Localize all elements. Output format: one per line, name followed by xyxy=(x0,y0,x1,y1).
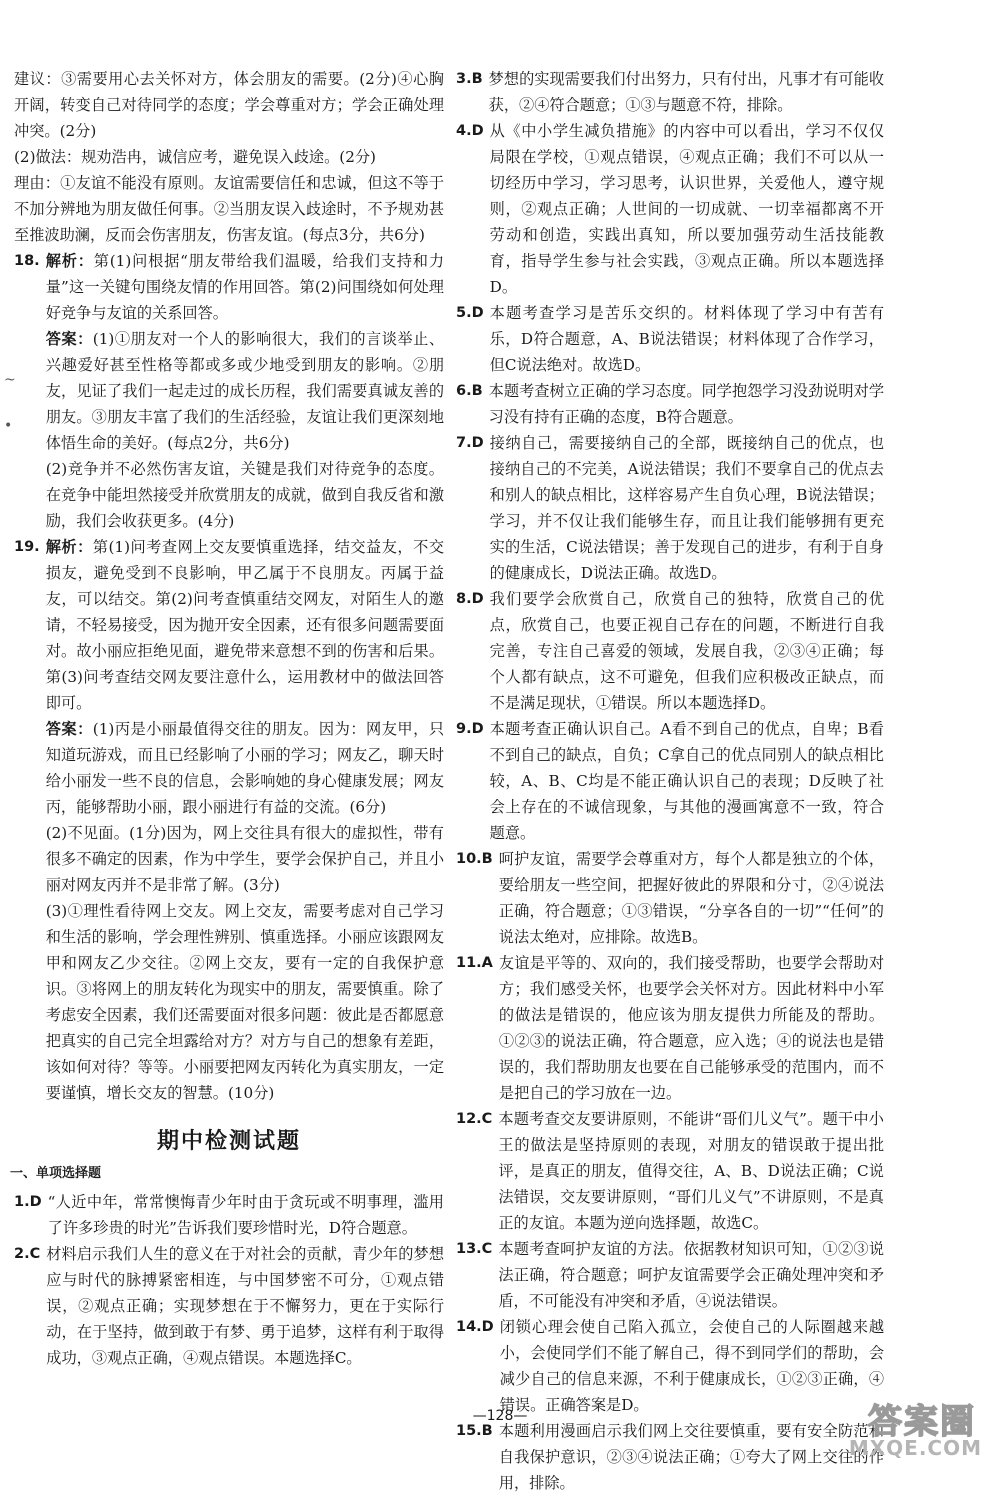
answer-part: (3)①理性看待网上交友。网上交友，需要考虑对自己学习和生活的影响，学会理性辨别、慎重选择。小丽应该跟网友甲和网友乙少交往。②网上交友，要有一定的自我保护意识。③将网上的朋友转化为现实中的朋友，需要慎重。除了考虑安全因素，我们还需要面对很多问题：彼此是否都愿意把真实的自己完全坦露给对方？对方与自己的想象有差距，该如何对待？等等。小丽要把网友丙转化为真实朋友，一定要谨慎，增长交友的智慧。(10分) xyxy=(45,902,444,1102)
answer-part: (2)竞争并不必然伤害友谊，关键是我们对待竞争的态度。在竞争中能坦然接受并欣赏朋友的成就，做到自我反省和激励，我们会收获更多。(4分) xyxy=(45,460,444,530)
item-text: 本题考查正确认识自己。A看不到自己的优点，自卑；B看不到自己的缺点，自负；C拿自己的优点同别人的缺点相比较，A、B、C均是不能正确认识自己的表现；D反映了社会上存在的不诚信现象，与其他的漫画寓意不一致，符合题意。 xyxy=(489,720,884,842)
answer-item xyxy=(456,1106,884,1236)
question-18 xyxy=(14,248,444,534)
answer-item xyxy=(456,66,884,118)
answer-item xyxy=(14,1241,444,1371)
answer-text: (1)①朋友对一个人的影响很大，我们的言谈举止、兴趣爱好甚至性格等都或多或少地受到朋友的影响。②朋友，见证了我们一起走过的成长历程，我们需要真诚友善的朋友。③朋友丰富了我们的生活经验，友谊让我们更深刻地体悟生命的美好。(每点2分，共6分) xyxy=(45,330,445,452)
watermark-text: 答案圈 xyxy=(868,1402,976,1442)
item-text: 呵护友谊，需要学会尊重对方，每个人都是独立的个体，要给朋友一些空间，把握好彼此的界限和分寸，②④说法正确，符合题意；①③错误，“分享各自的一切”“任何”的说法太绝对，应排除。故选B。 xyxy=(498,850,884,946)
answer xyxy=(46,716,444,820)
item-number: 6.B xyxy=(456,383,483,399)
answer-item xyxy=(456,716,884,846)
answer-part: (2)不见面。(1分)因为，网上交往具有很大的虚拟性，带有很多不确定的因素，作为中学生，要学会保护自己，并且小丽对网友丙并不是非常了解。(3分) xyxy=(45,824,444,894)
answer-label: 答案： xyxy=(45,720,93,738)
item-number: 10.B xyxy=(456,851,493,867)
item-number: 11.A xyxy=(456,955,493,971)
answer-item xyxy=(456,300,884,378)
item-text: 本题考查树立正确的学习态度。同学抱怨学习没劲说明对学习没有持有正确的态度，B符合题意。 xyxy=(488,382,884,426)
item-text: 接纳自己，需要接纳自己的全部，既接纳自己的优点，也接纳自己的不完美，A说法错误；我们不要拿自己的优点去和别人的缺点相比，这样容易产生自负心理，B说法错误；学习，并不仅让我们能够生存，而且让我们能够拥有更充实的生活，C说法错误；善于发现自己的进步，有利于自身的健康成长，D说法正确。故选D。 xyxy=(489,434,884,582)
answer-item xyxy=(456,586,884,716)
margin-mark: ~ xyxy=(4,372,16,388)
answer-item xyxy=(456,1236,884,1314)
analysis-label: 解析： xyxy=(45,252,94,270)
item-number: 1.D xyxy=(14,1194,42,1210)
item-text: 友谊是平等的、双向的，我们接受帮助，也要学会帮助对方；我们感受关怀，也要学会关怀对方。因此材料中小军的做法是错误的，他应该为朋友提供力所能及的帮助。①②③的说法正确，符合题意，应入选；④的说法也是错误的，我们帮助朋友也要在自己能够承受的范围内，而不是把自己的学习放在一边。 xyxy=(498,954,884,1102)
question-number: 19. xyxy=(14,539,40,555)
item-number: 5.D xyxy=(456,305,484,321)
section-subtitle: 一、单项选择题 xyxy=(10,1166,102,1181)
analysis-label: 解析： xyxy=(45,538,93,556)
paragraph: (2)做法：规劝浩冉，诚信应考，避免误入歧途。(2分) xyxy=(14,148,376,166)
item-text: 梦想的实现需要我们付出努力，只有付出，凡事才有可能收获，②④符合题意；①③与题意不符，排除。 xyxy=(488,70,884,114)
answer xyxy=(46,326,444,456)
item-number: 9.D xyxy=(456,721,484,737)
item-text: 本题利用漫画启示我们网上交往要慎重，要有安全防范和自我保护意识，②③④说法正确；①夸大了网上交往的作用，排除。 xyxy=(498,1422,884,1492)
item-number: 12.C xyxy=(456,1111,493,1127)
paragraph: 理由：①友谊不能没有原则。友谊需要信任和忠诚，但这不等于不加分辨地为朋友做任何事。②当朋友误入歧途时，不予规劝甚至推波助澜，反而会伤害朋友，伤害友谊。(每点3分，共6分) xyxy=(14,174,444,244)
answer-item xyxy=(456,950,884,1106)
answer-label: 答案： xyxy=(45,330,93,348)
item-number: 13.C xyxy=(456,1241,493,1257)
analysis xyxy=(46,534,444,716)
section-title: 期中检测试题 xyxy=(156,1129,301,1154)
item-number: 3.B xyxy=(456,71,483,87)
analysis-text: 第(1)问考查网上交友要慎重选择，结交益友，不交损友，避免受到不良影响，甲乙属于不良朋友。丙属于益友，可以结交。第(2)问考查慎重结交网友，对陌生人的邀请，不轻易接受，因为抛开安全因素，还有很多问题需要面对。故小丽应拒绝见面，避免带来意想不到的伤害和后果。第(3)问考查结交网友要注意什么，运用教材中的做法回答即可。 xyxy=(45,538,445,712)
item-text: 本题考查交友要讲原则，不能讲“哥们儿义气”。题干中小王的做法是坚持原则的表现，对朋友的错误敢于提出批评，是真正的朋友，值得交往，A、B、D说法正确；C说法错误，交友要讲原则，“哥们儿义气”不讲原则，不是真正的友谊。本题为逆向选择题，故选C。 xyxy=(498,1110,884,1232)
item-number: 7.D xyxy=(456,435,484,451)
item-number: 14.D xyxy=(456,1319,494,1335)
question-number: 18. xyxy=(14,253,40,269)
item-text: “人近中年，常常懊悔青少年时由于贪玩或不明事理，滥用了许多珍贵的时光”告诉我们要珍惜时光，D符合题意。 xyxy=(47,1193,444,1237)
left-column xyxy=(10,66,445,1371)
item-text: 从《中小学生减负措施》的内容中可以看出，学习不仅仅局限在学校，①观点错误，④观点正确；我们不可以从一切经历中学习，学习思考，认识世界，关爱他人，遵守规则，②观点正确；人世间的一切成就、一切幸福都离不开劳动和创造，实践出真知，所以要加强劳动生活技能教育，指导学生参与社会实践，③观点正确。所以本题选择D。 xyxy=(489,122,884,296)
right-column xyxy=(456,66,884,1496)
answer-item xyxy=(456,378,884,430)
item-number: 15.B xyxy=(456,1423,493,1439)
answer-text: (1)丙是小丽最值得交往的朋友。因为：网友甲，只知道玩游戏，而且已经影响了小丽的学习；网友乙，聊天时给小丽发一些不良的信息，会影响她的身心健康发展；网友丙，能够帮助小丽，跟小丽进行有益的交流。(6分) xyxy=(45,720,445,816)
item-text: 材料启示我们人生的意义在于对社会的贡献，青少年的梦想应与时代的脉搏紧密相连，与中国梦密不可分，①观点错误，②观点正确；实现梦想在于不懈努力，更在于实际行动，在于坚持，做到敢于有梦、勇于追梦，这样有利于取得成功，③观点正确，④观点错误。本题选择C。 xyxy=(46,1245,444,1367)
item-number: 8.D xyxy=(456,591,484,607)
answer-item xyxy=(456,846,884,950)
question-19 xyxy=(14,534,444,1106)
watermark-url: MXQE.COM xyxy=(848,1436,982,1460)
analysis-text: 第(1)问根据“朋友带给我们温暖，给我们支持和力量”这一关键句围绕友情的作用回答。第(2)问围绕如何处理好竞争与友谊的关系回答。 xyxy=(45,252,445,322)
item-text: 我们要学会欣赏自己，欣赏自己的独特，欣赏自己的优点，欣赏自己，也要正视自己存在的问题，不断进行自我完善，专注自己喜爱的领域，发展自我，②③④正确；每个人都有缺点，这不可避免，但我们应积极改正缺点，而不是满足现状，①错误。所以本题选择D。 xyxy=(489,590,884,712)
item-number: 4.D xyxy=(456,123,484,139)
answer-item xyxy=(456,118,884,300)
item-text: 闭锁心理会使自己陷入孤立，会使自己的人际圈越来越小，会使同学们不能了解自己，得不到同学们的帮助，会减少自己的信息来源，不利于健康成长，①②③正确，④错误。正确答案是D。 xyxy=(499,1318,884,1414)
answer-item xyxy=(456,430,884,586)
item-number: 2.C xyxy=(14,1246,41,1262)
watermark-logo xyxy=(812,1390,982,1460)
analysis xyxy=(46,248,444,326)
answer-item xyxy=(14,1189,444,1241)
item-text: 本题考查呵护友谊的方法。依据教材知识可知，①②③说法正确，符合题意；呵护友谊需要学会正确处理冲突和矛盾，不可能没有冲突和矛盾，④说法错误。 xyxy=(498,1240,884,1310)
paragraph: 建议：③需要用心去关怀对方，体会朋友的需要。(2分)④心胸开阔，转变自己对待同学的态度；学会尊重对方；学会正确处理冲突。(2分) xyxy=(14,70,444,140)
page-number: —128— xyxy=(472,1408,528,1424)
margin-mark: • xyxy=(4,418,13,434)
item-text: 本题考查学习是苦乐交织的。材料体现了学习中有苦有乐，D符合题意，A、B说法错误；材料体现了合作学习，但C说法绝对。故选D。 xyxy=(489,304,884,374)
